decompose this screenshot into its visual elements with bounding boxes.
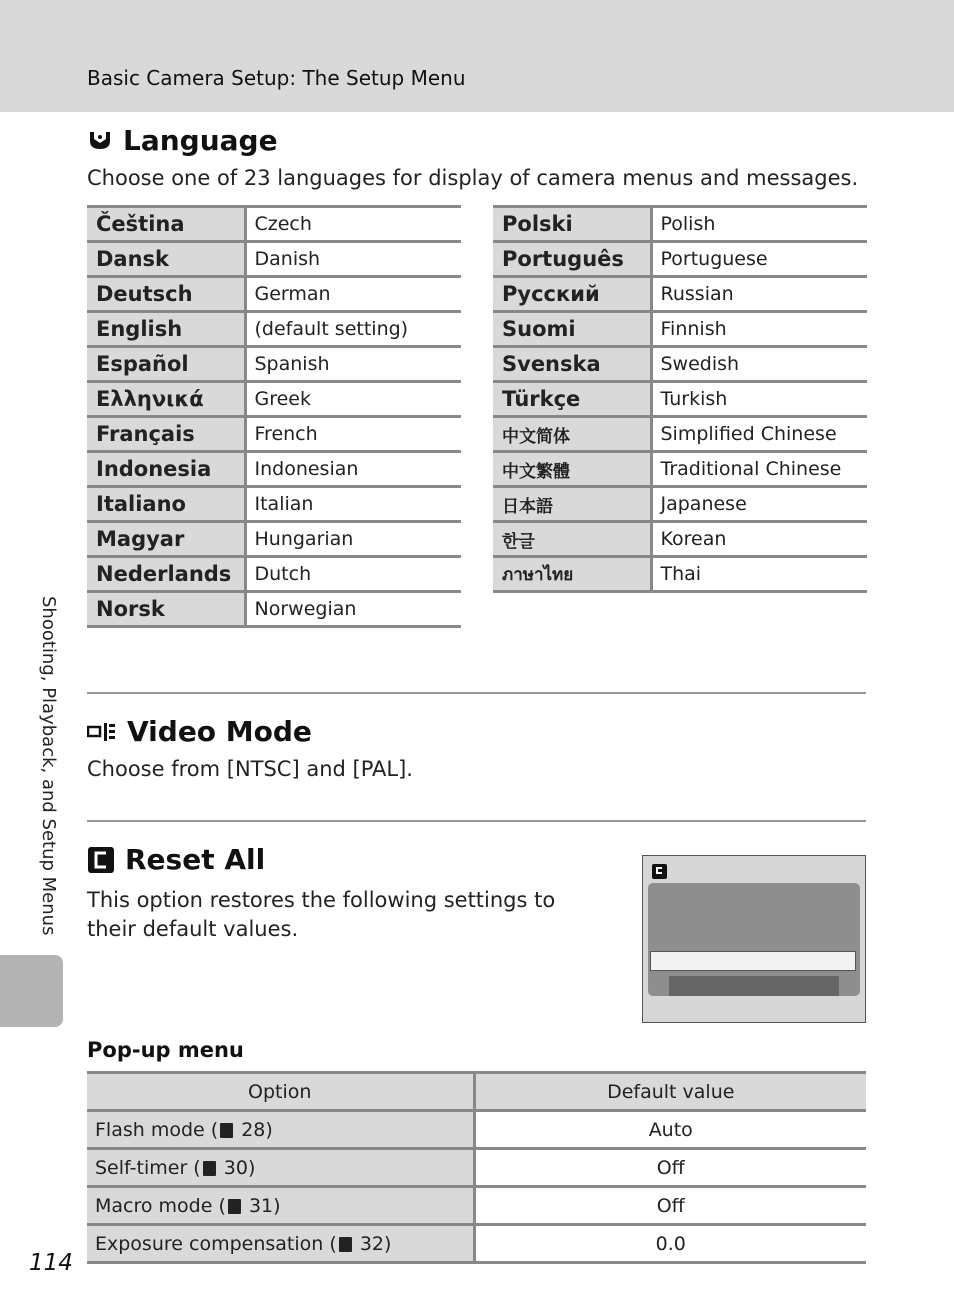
english-name: Japanese: [651, 487, 867, 522]
table-row: [493, 312, 867, 347]
english-name: Turkish: [651, 382, 867, 417]
language-intro: Choose one of 23 languages for display of camera menus and messages.: [87, 166, 859, 190]
option-cell: Macro mode ( 31): [87, 1187, 474, 1225]
reset-all-title: Reset All: [125, 843, 266, 876]
english-name: Norwegian: [245, 592, 461, 627]
page-reference-icon: [228, 1199, 241, 1214]
popup-menu-heading: Pop-up menu: [87, 1038, 244, 1062]
table-row: [493, 417, 867, 452]
option-cell: Exposure compensation ( 32): [87, 1225, 474, 1263]
sidebar-chapter-label: Shooting, Playback, and Setup Menus: [38, 596, 59, 936]
english-name: Indonesian: [245, 452, 461, 487]
reset-all-heading: [87, 843, 265, 876]
option-cell: Flash mode ( 28): [87, 1111, 474, 1149]
table-row: [493, 557, 867, 592]
language-icon: [87, 129, 113, 153]
video-mode-icon: [87, 720, 117, 744]
table-row: [87, 382, 461, 417]
language-table-left: [87, 205, 461, 628]
native-name: Nederlands: [87, 557, 245, 592]
english-name: Thai: [651, 557, 867, 592]
native-name: 中文繁體: [493, 452, 651, 487]
option-cell: Self-timer ( 30): [87, 1149, 474, 1187]
video-mode-title: Video Mode: [127, 715, 312, 748]
english-name: Hungarian: [245, 522, 461, 557]
native-name: Čeština: [87, 207, 245, 242]
native-name: English: [87, 312, 245, 347]
english-name: Finnish: [651, 312, 867, 347]
native-name: Ελληνικά: [87, 382, 245, 417]
table-row: [87, 1149, 866, 1187]
page-reference-icon: [220, 1123, 233, 1138]
chapter-tab: [0, 955, 63, 1027]
video-mode-intro: Choose from [NTSC] and [PAL].: [87, 757, 413, 781]
option-label: Exposure compensation (: [95, 1232, 337, 1255]
native-name: Español: [87, 347, 245, 382]
table-row: [87, 522, 461, 557]
native-name: ภาษาไทย: [493, 557, 651, 592]
video-mode-heading: [87, 715, 312, 748]
table-row: [87, 487, 461, 522]
native-name: Türkçe: [493, 382, 651, 417]
english-name: French: [245, 417, 461, 452]
table-header-row: [87, 1073, 866, 1111]
option-label: Self-timer (: [95, 1156, 201, 1179]
section-divider: [87, 820, 866, 822]
header-title: Basic Camera Setup: The Setup Menu: [87, 66, 466, 90]
page-reference-icon: [203, 1161, 216, 1176]
native-name: Italiano: [87, 487, 245, 522]
header-band: [0, 0, 954, 112]
default-value: Off: [474, 1149, 866, 1187]
table-row: [493, 487, 867, 522]
table-row: [493, 382, 867, 417]
table-row: [493, 242, 867, 277]
page-number-ref: 30: [223, 1156, 248, 1179]
table-row: [87, 592, 461, 627]
option-label: Flash mode (: [95, 1118, 219, 1141]
page-number-ref: 31: [248, 1194, 274, 1217]
reset-all-intro: This option restores the following settings to their default values.: [87, 888, 556, 941]
english-name: Korean: [651, 522, 867, 557]
english-name: Italian: [245, 487, 461, 522]
page-number-ref: 28: [241, 1118, 266, 1141]
table-row: [87, 207, 461, 242]
page-number-ref: 32: [359, 1232, 384, 1255]
table-row: [87, 1187, 866, 1225]
native-name: Norsk: [87, 592, 245, 627]
option-label: Macro mode (: [95, 1194, 226, 1217]
english-name: Danish: [245, 242, 461, 277]
column-header: Default value: [474, 1073, 866, 1111]
english-name: Spanish: [245, 347, 461, 382]
table-row: [87, 452, 461, 487]
native-name: 中文简体: [493, 417, 651, 452]
selected-option-bar: [650, 951, 856, 971]
table-row: [87, 242, 461, 277]
native-name: Deutsch: [87, 277, 245, 312]
native-name: Indonesia: [87, 452, 245, 487]
default-value: Auto: [474, 1111, 866, 1149]
english-name: Simplified Chinese: [651, 417, 867, 452]
language-title: Language: [123, 124, 278, 157]
language-heading: [87, 124, 278, 157]
native-name: Français: [87, 417, 245, 452]
table-row: [493, 452, 867, 487]
reset-menu-icon: [652, 864, 667, 879]
native-name: Русский: [493, 277, 651, 312]
native-name: Svenska: [493, 347, 651, 382]
table-row: [87, 557, 461, 592]
english-name: Portuguese: [651, 242, 867, 277]
native-name: Polski: [493, 207, 651, 242]
native-name: Suomi: [493, 312, 651, 347]
section-divider: [87, 692, 866, 694]
column-header: Option: [87, 1073, 474, 1111]
camera-screen-illustration: [642, 855, 866, 1023]
english-name: Greek: [245, 382, 461, 417]
table-row: [87, 347, 461, 382]
table-row: [493, 207, 867, 242]
reset-icon: [87, 846, 115, 874]
native-name: 日本語: [493, 487, 651, 522]
native-name: Dansk: [87, 242, 245, 277]
page-reference-icon: [339, 1237, 352, 1252]
default-value: 0.0: [474, 1225, 866, 1263]
english-name: Czech: [245, 207, 461, 242]
native-name: 한글: [493, 522, 651, 557]
native-name: Português: [493, 242, 651, 277]
default-value: Off: [474, 1187, 866, 1225]
english-name: Polish: [651, 207, 867, 242]
table-row: [87, 1225, 866, 1263]
table-row: [493, 347, 867, 382]
english-name: Russian: [651, 277, 867, 312]
english-name: (default setting): [245, 312, 461, 347]
table-row: [87, 277, 461, 312]
table-row: [87, 417, 461, 452]
page-number: 114: [29, 1250, 73, 1276]
english-name: Traditional Chinese: [651, 452, 867, 487]
table-row: [493, 522, 867, 557]
dialog-bottom-bar: [669, 976, 839, 996]
table-row: [87, 1111, 866, 1149]
table-row: [493, 277, 867, 312]
popup-menu-table: [87, 1071, 866, 1264]
english-name: German: [245, 277, 461, 312]
native-name: Magyar: [87, 522, 245, 557]
table-row: [87, 312, 461, 347]
language-table-right: [493, 205, 867, 593]
english-name: Dutch: [245, 557, 461, 592]
english-name: Swedish: [651, 347, 867, 382]
